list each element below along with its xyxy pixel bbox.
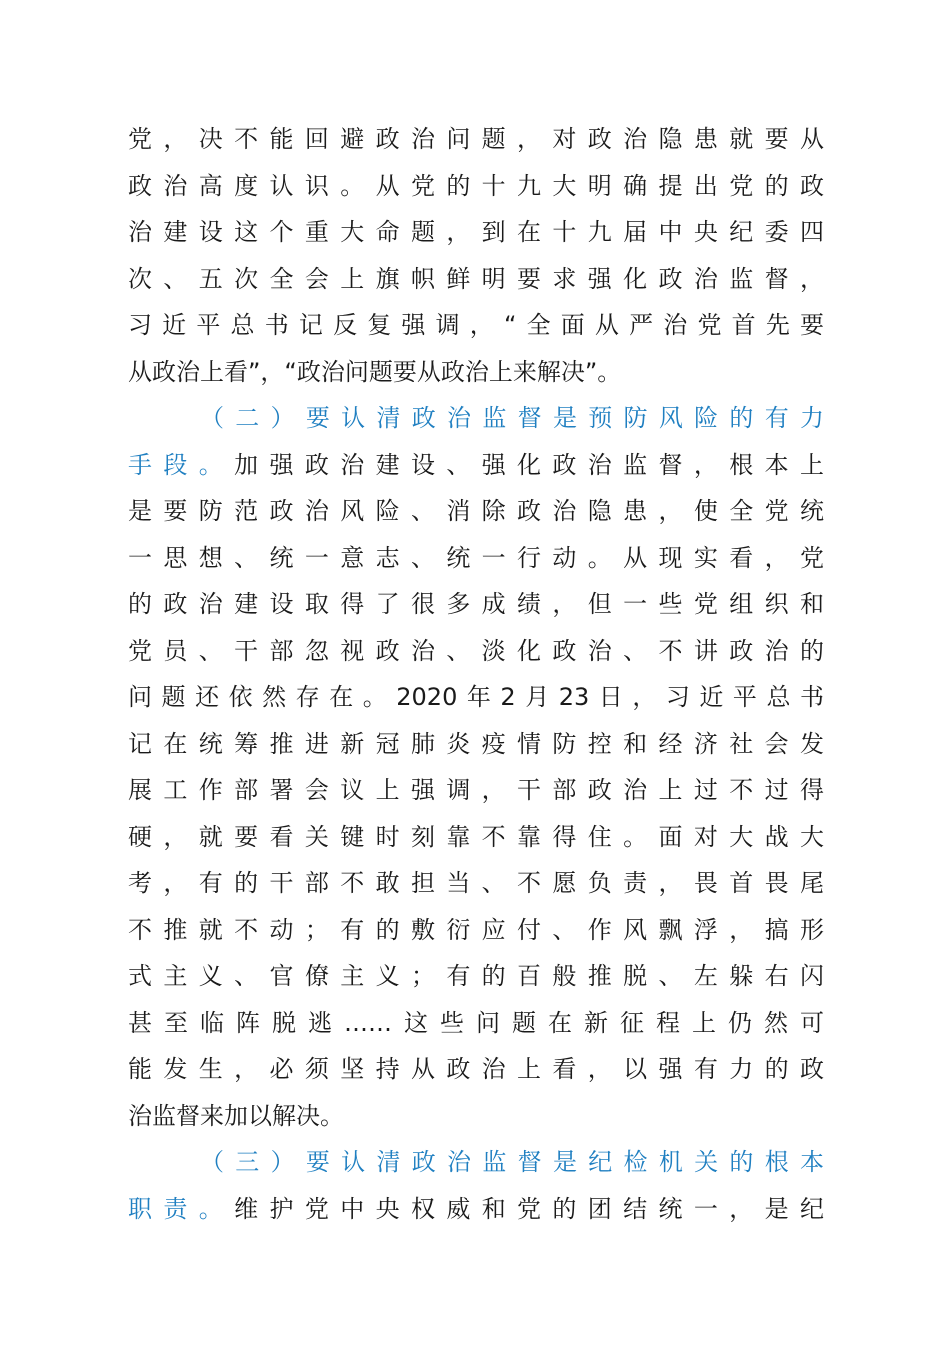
text-line (128, 1186, 824, 1233)
text-line: 次、五次全会上旗帜鲜明要求强化政治监督， (128, 264, 824, 293)
text-line: 是要防范政治风险、消除政治隐患，使全党统 (128, 497, 824, 525)
text-line: 考，有的干部不敢担当、不愿负责，畏首畏尾 (128, 869, 824, 897)
section-heading-2-end: 手段。 (128, 450, 235, 479)
text-line: 甚至临阵脱逃……这些问题在新征程上仍然可 (128, 1008, 824, 1037)
text-line: 一思想、统一意志、统一行动。从现实看，党 (128, 543, 824, 572)
text-line: 不推就不动；有的敷衍应付、作风飘浮，搞形 (128, 915, 824, 944)
text-line: 硬，就要看关键时刻靠不靠得住。面对大战大 (128, 822, 824, 851)
text-line: 问题还依然存在。2020年2月23日，习近平总书 (128, 683, 824, 711)
text-line: 式主义、官僚主义；有的百般推脱、左躲右闪 (128, 962, 824, 990)
text-line: 政治高度认识。从党的十九大明确提出党的政 (128, 171, 824, 200)
text-line: 的政治建设取得了很多成绩，但一些党组织和 (128, 590, 824, 618)
text-column (128, 116, 824, 1232)
paragraph-3 (128, 1139, 824, 1232)
paragraph-1 (128, 116, 824, 395)
text-line: 治监督来加以解决。 (128, 1101, 344, 1130)
text-run: 维护党中央权威和党的团结统一，是纪 (234, 1194, 825, 1223)
text-run: 加强政治建设、强化政治监督，根本上 (234, 450, 825, 479)
text-line: 党，决不能回避政治问题，对政治隐患就要从 (128, 125, 824, 153)
text-line: 治建设这个重大命题，到在十九届中央纪委四 (128, 218, 824, 246)
section-heading-2: （二）要认清政治监督是预防风险的有力 (200, 404, 824, 432)
section-heading-3-end: 职责。 (128, 1194, 235, 1223)
text-line: 展工作部署会议上强调，干部政治上过不过得 (128, 776, 824, 804)
text-line: 记在统筹推进新冠肺炎疫情防控和经济社会发 (128, 729, 824, 758)
text-line: 党员、干部忽视政治、淡化政治、不讲政治的 (128, 636, 824, 665)
text-line: 习近平总书记反复强调，“全面从严治党首先要 (128, 311, 824, 339)
text-line: 从政治上看”，“政治问题要从政治上来解决”。 (128, 357, 622, 386)
paragraph-2 (128, 395, 824, 1139)
text-line: 能发生，必须坚持从政治上看，以强有力的政 (128, 1055, 824, 1083)
section-heading-3: （三）要认清政治监督是纪检机关的根本 (200, 1148, 824, 1176)
text-line (128, 442, 824, 489)
